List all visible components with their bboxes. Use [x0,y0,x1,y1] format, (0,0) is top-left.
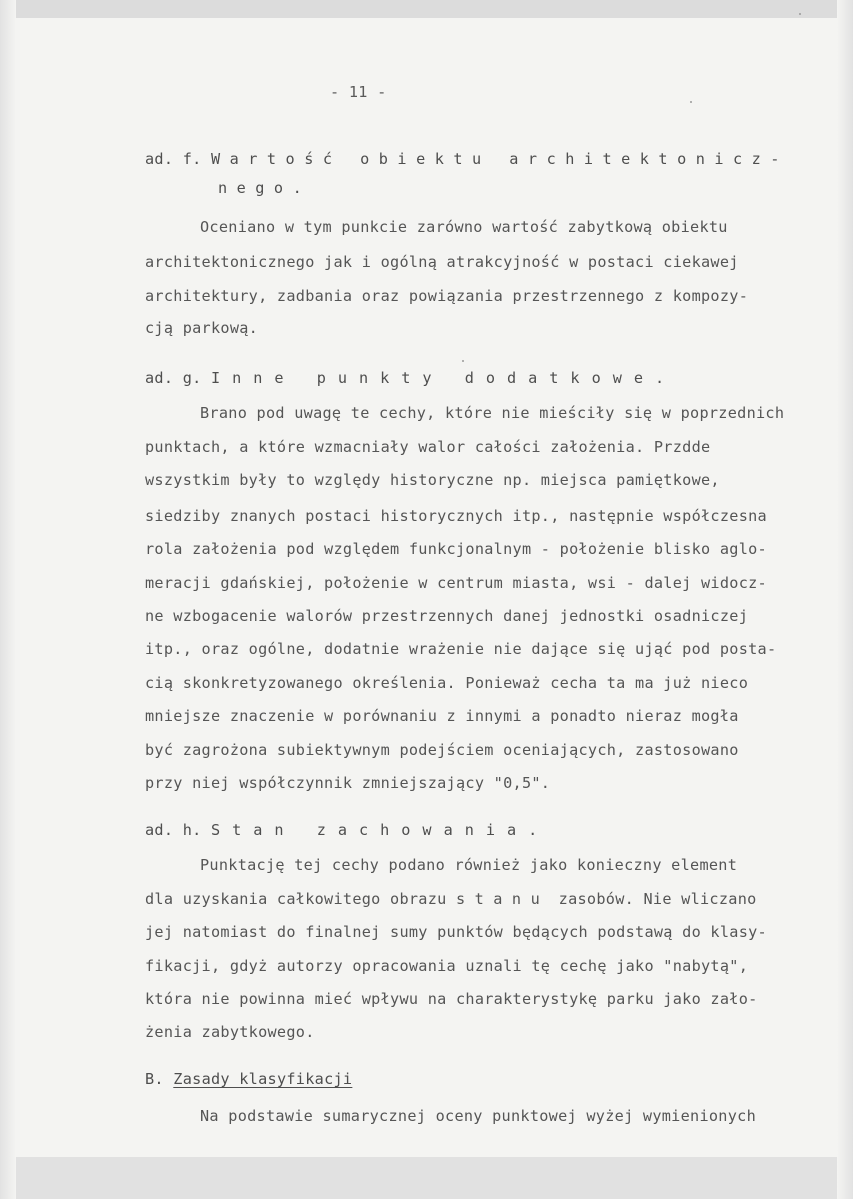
section-h-text-line-3: jej natomiast do finalnej sumy punktów będących podstawą do klasy- [145,923,767,941]
section-h-prefix: ad. h. [145,821,202,839]
scan-left-shadow [0,0,16,1199]
section-g-text-line-3: wszystkim były to względy historyczne np. miejsca pamiętkowe, [145,471,720,489]
section-g-text-line-7: ne wzbogacenie walorów przestrzennych danej jednostki osadniczej [145,607,749,625]
section-f-text-line-3: architektury, zadbania oraz powiązania przestrzennego z kompozy- [145,287,749,305]
section-h-text-line-6: żenia zabytkowego. [145,1023,315,1041]
section-g-heading [145,368,676,388]
page-number: - 11 - [330,83,387,101]
section-b-prefix: B. [145,1070,164,1088]
section-g-text-line-11: być zagrożona subiektywnym podejściem oceniających, zastosowano [145,741,739,759]
scan-top-edge [0,0,853,18]
section-f-text-line-1: Oceniano w tym punkcie zarówno wartość zabytkową obiektu [200,218,728,236]
scan-speck [690,101,692,103]
scan-bottom-edge [0,1157,853,1199]
section-g-prefix: ad. g. [145,369,202,387]
section-g-text-line-10: mniejsze znaczenie w porównaniu z innymi a ponadto nieraz mogła [145,707,739,725]
section-b-text-line-1: Na podstawie sumarycznej oceny punktowej wyżej wymienionych [200,1107,756,1125]
section-g-title: Inne punkty dodatkowe. [210,369,677,387]
section-g-text-line-8: itp., oraz ogólne, dodatnie wrażenie nie dające się ująć pod posta- [145,640,777,658]
section-h-text-line-1 [200,855,737,875]
section-g-text-line-5: rola założenia pod względem funkcjonalnym - położenie blisko aglo- [145,540,767,558]
section-h-text-line-2 [145,889,757,909]
section-f-heading-part-1: Wartość obiektu architektonicz- [210,150,789,168]
scan-speck [462,360,464,362]
section-f-heading-part-2: nego. [218,179,312,197]
section-f-text-line-4: cją parkową. [145,319,259,337]
section-h-line-2-start: dla uzyskania całkowitego obrazu [145,890,447,908]
section-f-heading-line-1 [145,149,789,169]
section-h-line-2-end: zasobów. Nie wliczano [558,890,757,908]
section-b-title: Zasady klasyfikacji [173,1070,353,1088]
section-f-text-line-2: architektonicznego jak i ogólną atrakcyjność w postaci ciekawej [145,253,739,271]
section-h-text-line-5: która nie powinna mieć wpływu na charakterystykę parku jako zało- [145,990,758,1008]
section-g-text-line-9: cią skonkretyzowanego określenia. Ponieważ cecha ta ma już nieco [145,674,749,692]
section-h-line-2-spaced-word: stanu [456,890,550,908]
section-f-prefix: ad. f. [145,150,202,168]
section-g-text-line-2: punktach, a które wzmacniały walor całości założenia. Przdde [145,438,711,456]
scan-right-shadow [837,0,853,1199]
scan-speck [799,13,801,15]
section-h-line-1-text: Punktację tej cechy podano również jako konieczny element [200,856,738,874]
section-g-text-line-6: meracji gdańskiej, położenie w centrum miasta, wsi - dalej widocz- [145,574,767,592]
section-g-text-line-12: przy niej współczynnik zmniejszający "0,5". [145,774,551,792]
section-g-text-line-4: siedziby znanych postaci historycznych itp., następnie współczesna [145,507,767,525]
section-h-title: Stan zachowania. [210,821,550,839]
section-h-text-line-4: fikacji, gdyż autorzy opracowania uznali tę cechę jako "nabytą", [145,957,749,975]
section-b-heading [145,1069,352,1089]
section-h-heading [145,820,549,840]
section-g-text-line-1: Brano pod uwagę te cechy, które nie mieściły się w poprzednich [200,404,785,422]
